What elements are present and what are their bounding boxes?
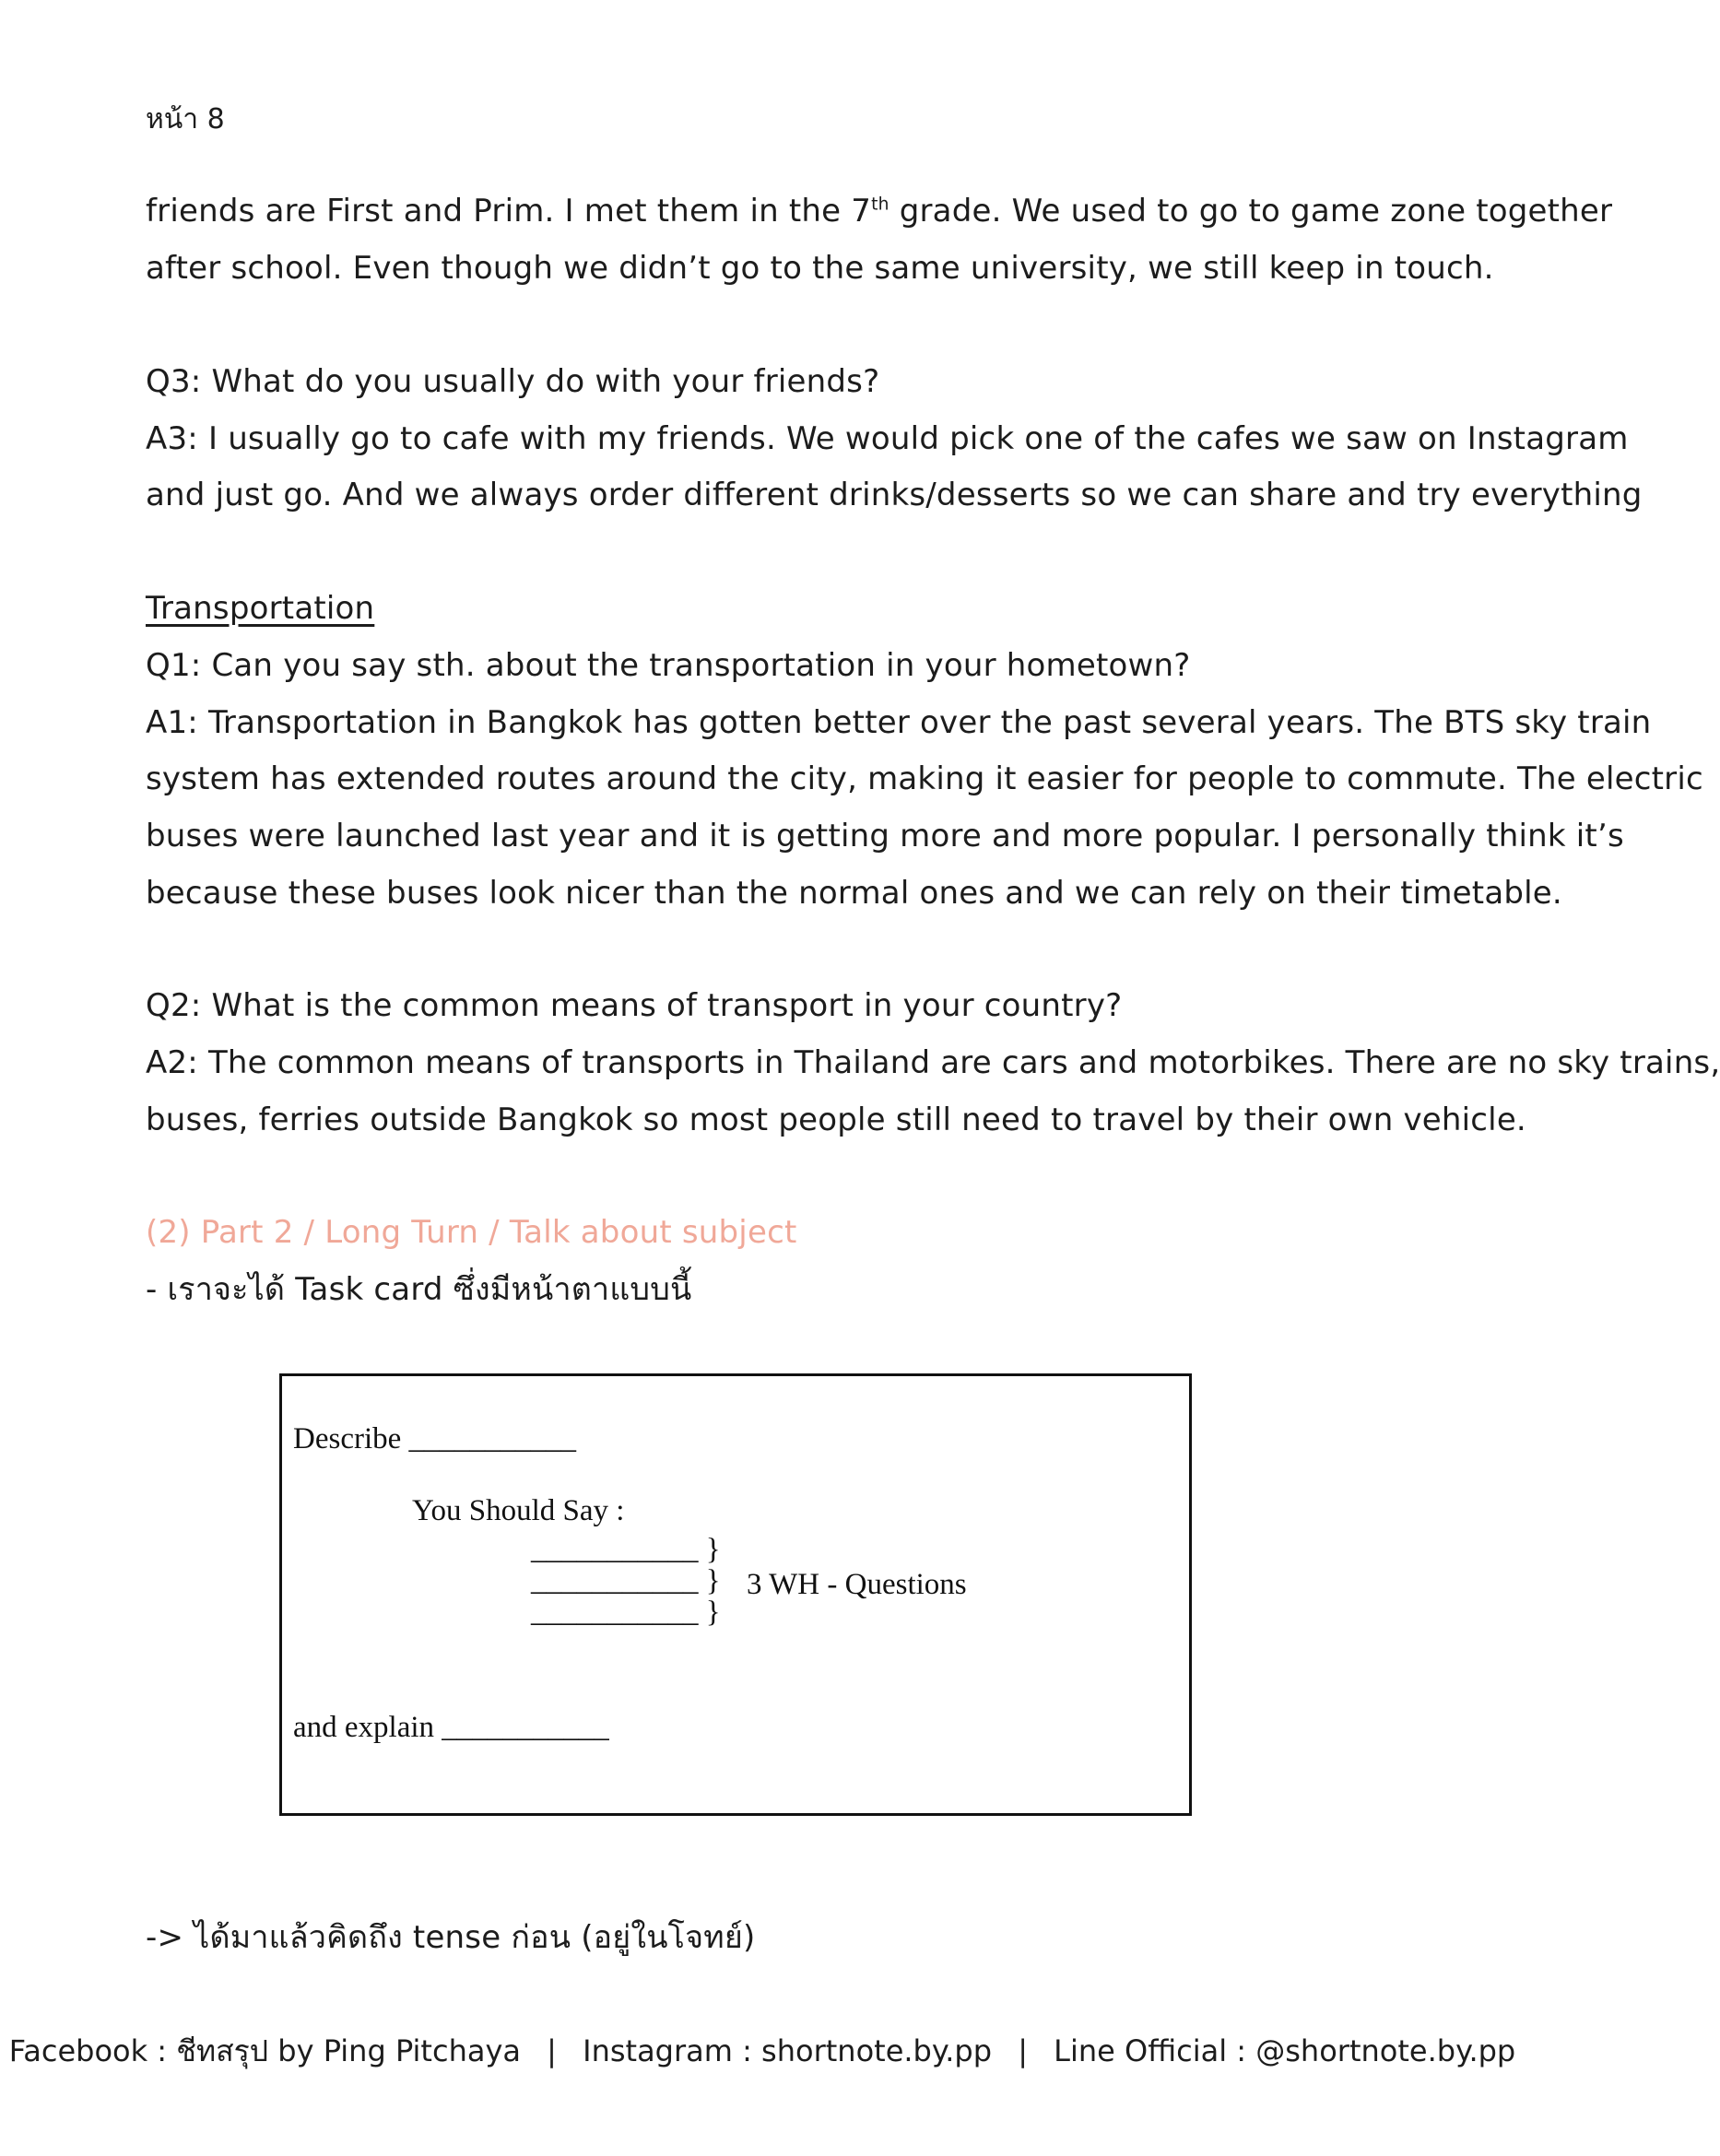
answer-a1-line-1: A1: Transportation in Bangkok has gotten better over the past several years. The BTS sky train — [146, 704, 1652, 741]
answer-a1-line-3: buses were launched last year and it is getting more and more popular. I personally think it’s — [146, 818, 1624, 854]
answer-a1-line-4: because these buses look nicer than the normal ones and we can rely on their timetable. — [146, 875, 1562, 912]
friends-line-1 — [146, 193, 1613, 230]
friends-line-2: after school. Even though we didn’t go to the same university, we still keep in touch. — [146, 250, 1494, 287]
question-q2: Q2: What is the common means of transport in your country? — [146, 987, 1123, 1024]
page-number: หน้า 8 — [146, 103, 225, 135]
answer-a2-line-2: buses, ferries outside Bangkok so most people still need to travel by their own vehicle. — [146, 1102, 1526, 1138]
task-card-and-explain: and explain ___________ — [293, 1711, 609, 1744]
task-card — [279, 1373, 1192, 1816]
friends-line-1-b: grade. We used to go to game zone together — [889, 193, 1613, 230]
task-card-blank-1: ___________ } — [531, 1533, 721, 1566]
answer-a1-line-2: system has extended routes around the city, making it easier for people to commute. The electric — [146, 760, 1703, 797]
answer-a3-line-1: A3: I usually go to cafe with my friends. We would pick one of the cafes we saw on Instagram — [146, 420, 1629, 457]
part2-heading: (2) Part 2 / Long Turn / Talk about subject — [146, 1214, 797, 1251]
footer — [0, 2028, 1525, 2075]
footer-line-official: Line Official : @shortnote.by.pp — [1054, 2033, 1516, 2068]
part2-intro: - เราจะได้ Task card ซึ่งมีหน้าตาแบบนี้ — [146, 1271, 692, 1308]
footer-separator-2: | — [1018, 2033, 1028, 2068]
footer-facebook: Facebook : ชีทสรุป by Ping Pitchaya — [8, 2033, 521, 2068]
tense-note: -> ได้มาแล้วคิดถึง tense ก่อน (อยู่ในโจทย์) — [146, 1919, 756, 1956]
task-card-wh-questions: 3 WH - Questions — [747, 1568, 967, 1601]
footer-instagram: Instagram : shortnote.by.pp — [583, 2033, 993, 2068]
question-q1: Q1: Can you say sth. about the transportation in your hometown? — [146, 647, 1191, 684]
question-q3: Q3: What do you usually do with your friends? — [146, 363, 880, 400]
footer-separator-1: | — [547, 2033, 557, 2068]
answer-a2-line-1: A2: The common means of transports in Thailand are cars and motorbikes. There are no sky trains, — [146, 1044, 1720, 1081]
task-card-blank-3: ___________ } — [531, 1596, 721, 1629]
task-card-you-should-say: You Should Say : — [412, 1494, 625, 1527]
task-card-blank-2: ___________ } — [531, 1564, 721, 1597]
ordinal-suffix: th — [871, 194, 889, 215]
friends-line-1-a: friends are First and Prim. I met them in the 7 — [146, 193, 872, 230]
task-card-describe: Describe ___________ — [293, 1422, 577, 1455]
answer-a3-line-2: and just go. And we always order different drinks/desserts so we can share and try everything — [146, 477, 1643, 513]
transportation-heading: Transportation — [146, 590, 375, 627]
